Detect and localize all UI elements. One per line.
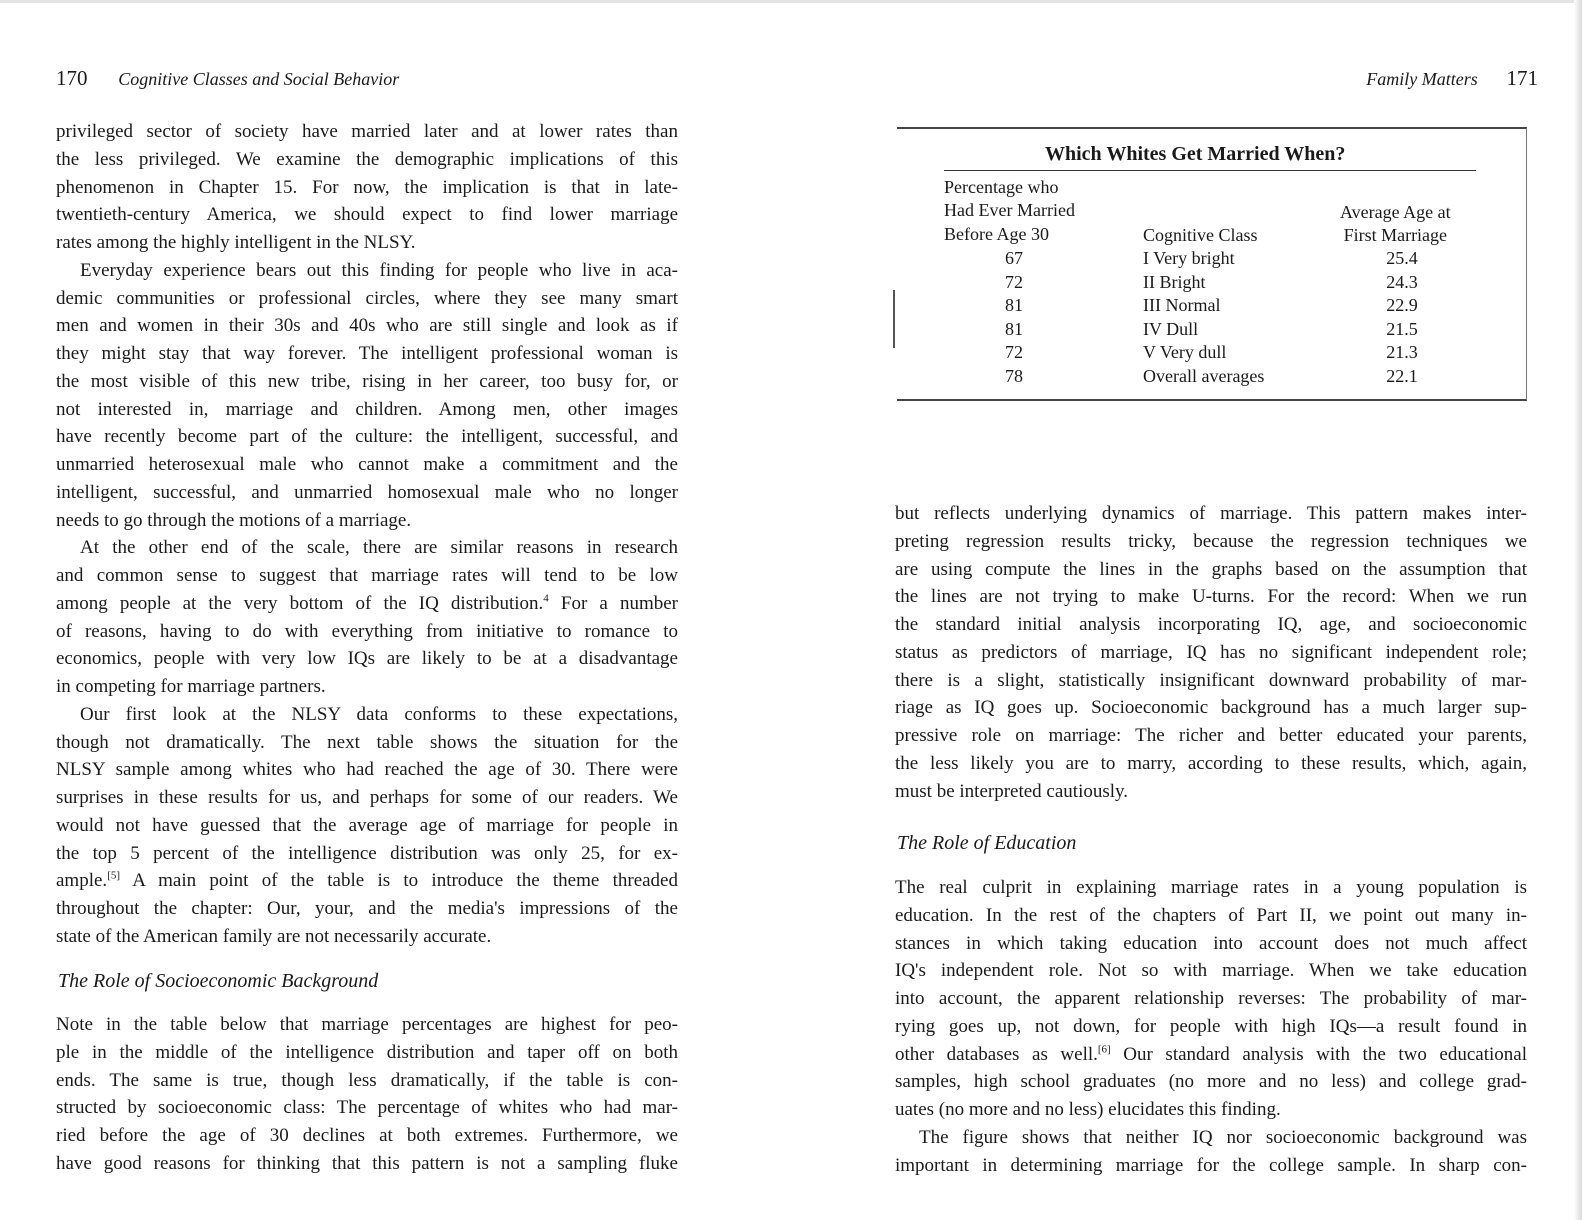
text-line xyxy=(895,902,1527,930)
table-cell-cls: II Bright xyxy=(1143,271,1206,292)
text-line-content: ple in the middle of the intelligence distribution and taper off on both xyxy=(56,1041,678,1063)
text-line-content: of reasons, having to do with everything from initiative to romance to xyxy=(56,620,678,642)
text-line xyxy=(56,923,678,951)
text-line xyxy=(56,340,678,368)
table-cell-cls: V Very dull xyxy=(1143,342,1227,363)
text-line xyxy=(56,1039,678,1067)
book-gutter-shadow xyxy=(1574,0,1582,1220)
text-line xyxy=(895,1041,1527,1069)
table-cell-age: 24.3 xyxy=(1386,271,1418,292)
text-line xyxy=(895,528,1527,556)
text-line xyxy=(56,1150,678,1178)
table-cell-age: 22.1 xyxy=(1386,366,1418,386)
text-line-content: the top 5 percent of the intelligence distribution was only 25, for ex- xyxy=(56,842,678,864)
text-line-content: education. In the rest of the chapters of Part II, we point out many in- xyxy=(895,904,1527,926)
text-line xyxy=(56,1122,678,1150)
text-line-content: among people at the very bottom of the IQ distribution. xyxy=(56,592,544,614)
text-line xyxy=(56,229,678,257)
col-header-percentage-line2: Had Ever Married xyxy=(944,200,1075,221)
text-line-continuation: For a number xyxy=(548,592,678,614)
left-running-head xyxy=(56,66,399,91)
text-line-content: men and women in their 30s and 40s who are still single and look as if xyxy=(56,315,678,337)
text-line-content: unmarried heterosexual male who cannot make a commitment and the xyxy=(56,454,678,475)
table-cell-pct: 72 xyxy=(1005,271,1023,292)
text-line-content: IQ's independent role. Not so with marriage. When we take education xyxy=(895,960,1527,982)
table-cell-age: 25.4 xyxy=(1386,248,1418,268)
section-heading-education: The Role of Education xyxy=(897,832,1077,854)
table-title: Which Whites Get Married When? xyxy=(1045,143,1346,165)
text-line xyxy=(56,507,678,535)
text-line xyxy=(56,590,678,618)
text-line-content: economics, people with very low IQs are likely to be at a disadvantage xyxy=(56,648,678,670)
text-line xyxy=(56,174,678,202)
text-line xyxy=(56,423,678,451)
text-line-content: there is a slight, statistically insignificant downward probability of mar- xyxy=(895,669,1527,691)
text-line-content: structed by socioeconomic class: The percentage of whites who had mar- xyxy=(56,1097,678,1119)
text-line-content: must be interpreted cautiously. xyxy=(895,780,1129,802)
text-line-content: rates among the highly intelligent in the NLSY. xyxy=(56,232,416,253)
text-line-content: not interested in, marriage and children. Among men, other images xyxy=(56,398,678,420)
text-line xyxy=(56,396,678,424)
text-line xyxy=(56,840,678,868)
table-cell-cls: IV Dull xyxy=(1143,318,1199,339)
text-line xyxy=(895,1124,1527,1152)
text-line xyxy=(895,874,1527,902)
text-line xyxy=(56,867,678,895)
table-edge-mark xyxy=(893,290,895,348)
text-line-content: riage as IQ goes up. Socioeconomic background has a much larger sup- xyxy=(895,697,1527,719)
text-line-content: the less likely you are to marry, according to these results, which, again, xyxy=(895,752,1527,774)
text-line-content: NLSY sample among whites who had reached the age of 30. There were xyxy=(56,759,678,781)
text-line-content: Our first look at the NLSY data conforms to these expectations, xyxy=(80,703,678,725)
text-line-content: other databases as well. xyxy=(895,1043,1098,1065)
text-line-content: pressive role on marriage: The richer and better educated your parents, xyxy=(895,725,1527,746)
text-line xyxy=(56,451,678,479)
col-header-age-line1: Average Age at xyxy=(1340,202,1451,222)
text-line-content: intelligent, successful, and unmarried homosexual male who no longer xyxy=(56,481,678,503)
text-line xyxy=(56,645,678,673)
text-line xyxy=(895,556,1527,584)
section-heading-socioeconomic: The Role of Socioeconomic Background xyxy=(58,970,379,992)
text-line xyxy=(56,285,678,313)
footnote-marker[interactable]: [6] xyxy=(1097,1043,1111,1056)
text-line-content: throughout the chapter: Our, your, and the media's impressions of the xyxy=(56,898,678,919)
text-line xyxy=(895,985,1527,1013)
right-running-title: Family Matters xyxy=(1366,69,1478,89)
right-running-head xyxy=(1366,66,1538,91)
table-cell-pct: 81 xyxy=(1005,318,1023,339)
text-line-content: rying goes up, not down, for people with high IQs—a result found in xyxy=(895,1015,1527,1037)
left-body-text-continued xyxy=(56,1011,678,1178)
text-line xyxy=(56,146,678,174)
text-line xyxy=(895,611,1527,639)
text-line-continuation: Our standard analysis with the two educational xyxy=(1110,1043,1527,1065)
text-line xyxy=(56,1067,678,1095)
text-line-content: needs to go through the motions of a marriage. xyxy=(56,509,412,531)
text-line xyxy=(56,701,678,729)
text-line-content: stances in which taking education into account does not much affect xyxy=(895,932,1527,954)
text-line-content: they might stay that way forever. The intelligent professional woman is xyxy=(56,343,678,364)
text-line-content: state of the American family are not necessarily accurate. xyxy=(56,925,492,947)
col-header-percentage-line1: Percentage who xyxy=(944,177,1059,197)
col-header-percentage-line3: Before Age 30 xyxy=(944,223,1049,244)
text-line xyxy=(895,583,1527,611)
text-line xyxy=(56,729,678,757)
text-line xyxy=(56,1094,678,1122)
text-line-content: The figure shows that neither IQ nor socioeconomic background was xyxy=(919,1126,1527,1148)
right-body-text-continued xyxy=(895,874,1527,1179)
text-line-content: have good reasons for thinking that this pattern is not a sampling fluke xyxy=(56,1152,678,1174)
footnote-marker[interactable]: [5] xyxy=(107,869,121,882)
text-line-content: demic communities or professional circles, where they see many smart xyxy=(56,287,678,309)
text-line xyxy=(895,722,1527,750)
text-line-content: the most visible of this new tribe, rising in her career, too busy for, or xyxy=(56,370,678,392)
text-line-content: At the other end of the scale, there are similar reasons in research xyxy=(80,537,678,559)
table-cell-pct: 81 xyxy=(1005,295,1023,316)
footnote-marker[interactable]: 4 xyxy=(543,592,549,605)
text-line xyxy=(56,1011,678,1039)
text-line-content: would not have guessed that the average age of marriage for people in xyxy=(56,814,678,836)
left-page-number: 170 xyxy=(56,66,88,90)
text-line-content: important in determining marriage for the college sample. In sharp con- xyxy=(895,1154,1527,1176)
text-line-content: Note in the table below that marriage percentages are highest for peo- xyxy=(56,1014,678,1035)
left-page xyxy=(56,0,678,1220)
text-line-content: the lines are not trying to make U-turns. For the record: When we run xyxy=(895,586,1527,608)
text-line xyxy=(895,750,1527,778)
left-body-text xyxy=(56,118,678,951)
table-cell-age: 22.9 xyxy=(1386,295,1418,316)
text-line-content: The real culprit in explaining marriage rates in a young population is xyxy=(895,877,1527,898)
text-line-content: the standard initial analysis incorporating IQ, age, and socioeconomic xyxy=(895,614,1527,635)
text-line-content: twentieth-century America, we should expect to find lower marriage xyxy=(56,204,678,226)
col-header-cognitive-class: Cognitive Class xyxy=(1143,225,1258,245)
text-line-continuation: A main point of the table is to introduce the theme threaded xyxy=(120,870,678,892)
text-line xyxy=(56,784,678,812)
text-line xyxy=(895,639,1527,667)
col-header-age-line2: First Marriage xyxy=(1343,225,1448,246)
text-line xyxy=(895,778,1527,806)
table-cell-cls: Overall averages xyxy=(1143,366,1265,386)
text-line xyxy=(56,257,678,285)
text-line-content: surprises in these results for us, and perhaps for some of our readers. We xyxy=(56,787,678,808)
table-cell-cls: III Normal xyxy=(1143,295,1221,316)
table-cell-cls: I Very bright xyxy=(1143,248,1235,268)
text-line-content: preting regression results tricky, because the regression techniques we xyxy=(895,530,1527,552)
table-cell-pct: 72 xyxy=(1005,342,1023,363)
text-line xyxy=(56,895,678,923)
text-line-content: ends. The same is true, though less dramatically, if the table is con- xyxy=(56,1069,678,1091)
text-line-content: into account, the apparent relationship reverses: The probability of mar- xyxy=(895,988,1527,1009)
text-line-content: in competing for marriage partners. xyxy=(56,676,326,697)
text-line-content: ample. xyxy=(56,870,108,892)
text-line-content: uates (no more and no less) elucidates this finding. xyxy=(895,1099,1281,1120)
text-line xyxy=(895,1096,1527,1124)
text-line-content: but reflects underlying dynamics of marriage. This pattern makes inter- xyxy=(895,503,1527,524)
table-cell-pct: 67 xyxy=(1005,248,1023,268)
text-line xyxy=(56,673,678,701)
text-line-content: are using compute the lines in the graphs based on the assumption that xyxy=(895,558,1527,580)
text-line xyxy=(56,201,678,229)
text-line xyxy=(895,1152,1527,1180)
table-cell-pct: 78 xyxy=(1005,366,1023,386)
text-line-content: phenomenon in Chapter 15. For now, the implication is that in late- xyxy=(56,176,678,198)
text-line xyxy=(56,368,678,396)
text-line-content: have recently become part of the culture: the intelligent, successful, and xyxy=(56,426,678,448)
text-line-content: and common sense to suggest that marriage rates will tend to be low xyxy=(56,565,678,586)
text-line xyxy=(56,312,678,340)
text-line xyxy=(56,534,678,562)
text-line xyxy=(895,694,1527,722)
text-line xyxy=(56,618,678,646)
text-line-content: Everyday experience bears out this finding for people who live in aca- xyxy=(80,259,678,281)
text-line-content: the less privileged. We examine the demographic implications of this xyxy=(56,148,678,170)
right-body-text xyxy=(895,500,1527,805)
table-cell-age: 21.3 xyxy=(1386,342,1418,363)
text-line-content: ried before the age of 30 declines at both extremes. Furthermore, we xyxy=(56,1125,678,1146)
text-line xyxy=(895,500,1527,528)
text-line xyxy=(895,930,1527,958)
text-line xyxy=(56,479,678,507)
right-page-number: 171 xyxy=(1506,66,1538,90)
text-line xyxy=(56,812,678,840)
text-line-content: samples, high school graduates (no more and no less) and college grad- xyxy=(895,1071,1527,1093)
text-line xyxy=(895,667,1527,695)
text-line-content: though not dramatically. The next table shows the situation for the xyxy=(56,731,678,753)
text-line-content: status as predictors of marriage, IQ has no significant independent role; xyxy=(895,641,1527,663)
text-line xyxy=(895,1068,1527,1096)
text-line xyxy=(56,118,678,146)
left-running-title: Cognitive Classes and Social Behavior xyxy=(118,69,400,89)
text-line xyxy=(895,1013,1527,1041)
table-cell-age: 21.5 xyxy=(1386,318,1418,339)
text-line xyxy=(56,756,678,784)
text-line-content: privileged sector of society have married later and at lower rates than xyxy=(56,121,678,142)
text-line xyxy=(895,957,1527,985)
text-line xyxy=(56,562,678,590)
